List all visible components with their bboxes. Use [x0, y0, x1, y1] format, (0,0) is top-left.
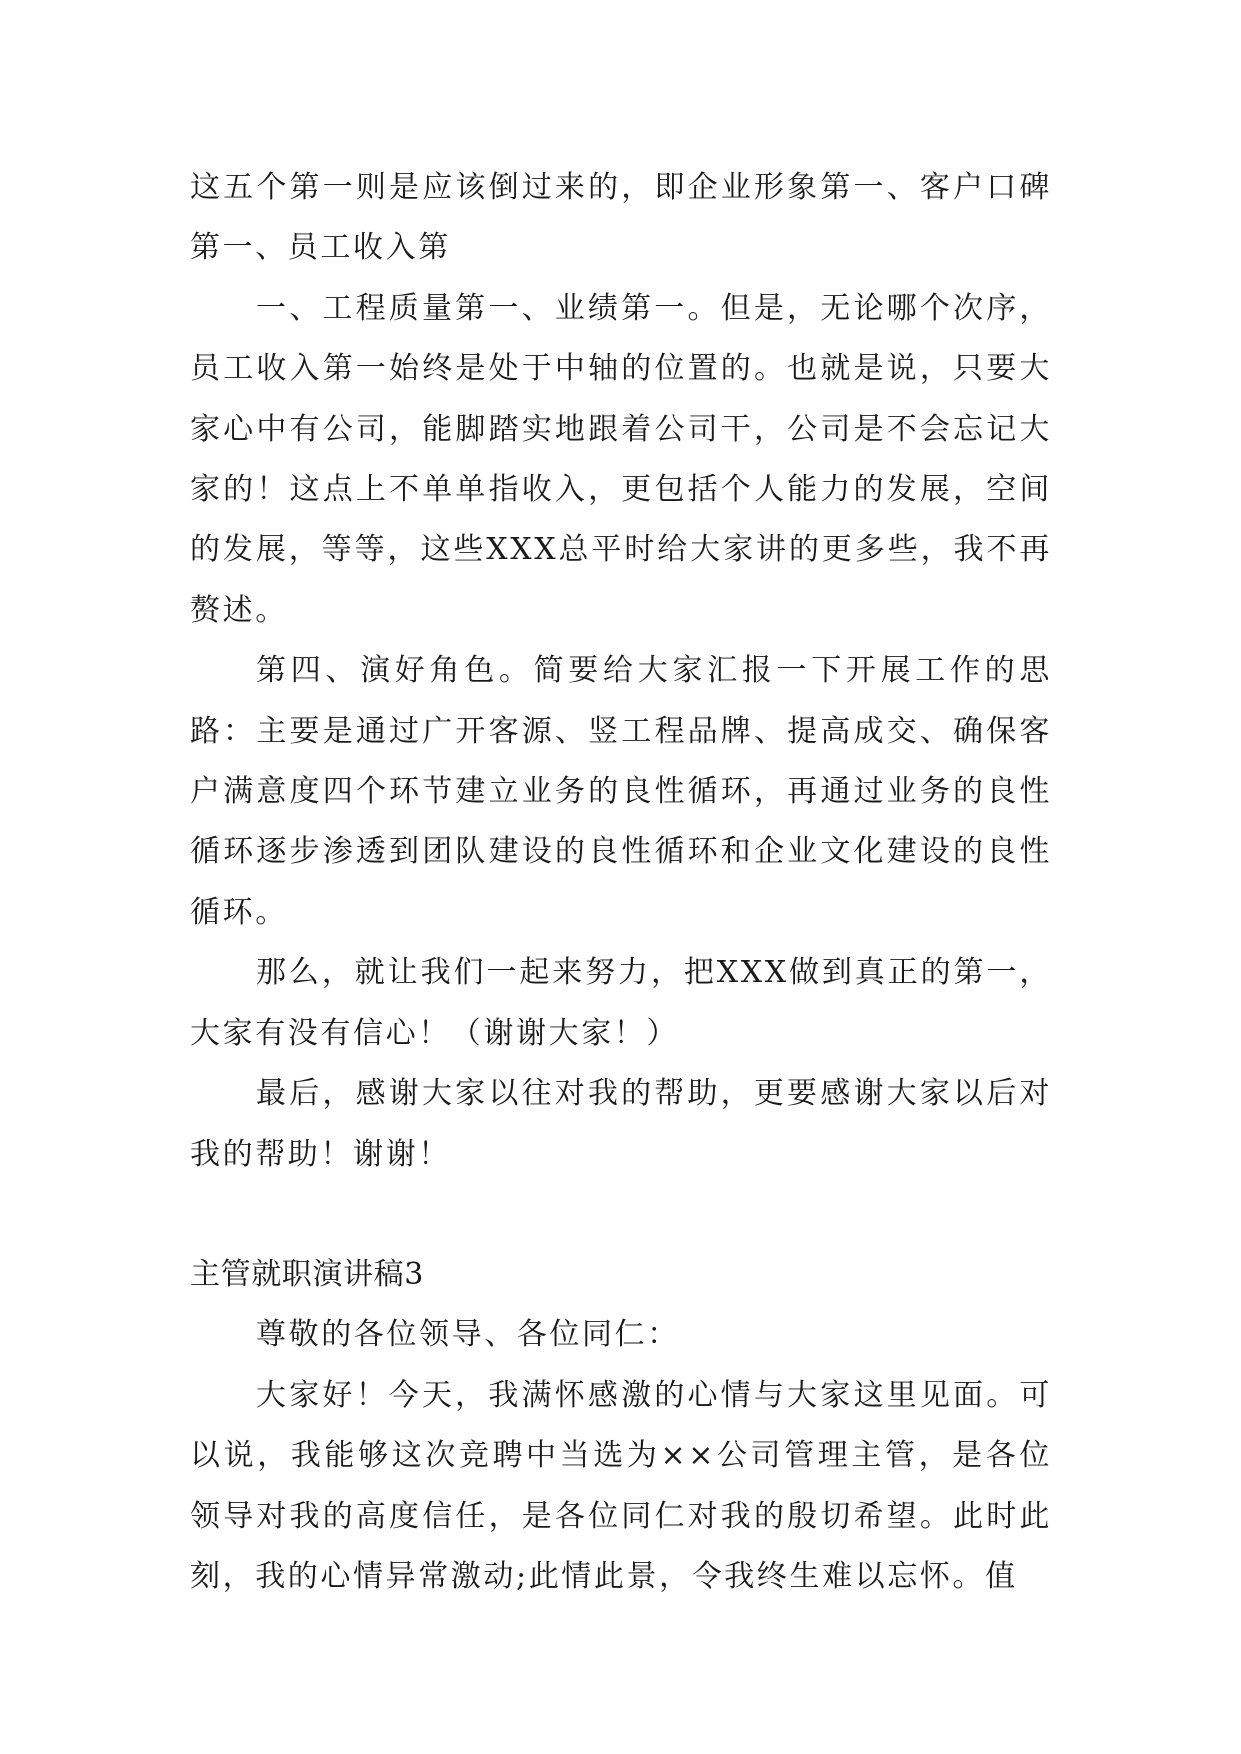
salutation: 尊敬的各位领导、各位同仁： [256, 1317, 680, 1353]
document-body [190, 158, 1052, 1607]
section-title: 主管就职演讲稿3 [190, 1256, 424, 1292]
paragraph-3: 第四、演好角色。简要给大家汇报一下开展工作的思路：主要是通过广开客源、竖工程品牌、提高成交、确保客户满意度四个环节建立业务的良性循环，再通过业务的良性循环逐步渗透到团队建设的良性循环和企业文化建设的良性循环。 [190, 653, 1052, 930]
paragraph-2: 一、工程质量第一、业绩第一。但是，无论哪个次序，员工收入第一始终是处于中轴的位置的。也就是说，只要大家心中有公司，能脚踏实地跟着公司干，公司是不会忘记大家的！这点上不单单指收入，更包括个人能力的发展，空间的发展，等等，这些XXX总平时给大家讲的更多些，我不再赘述。 [190, 290, 1052, 628]
paragraph-1: 这五个第一则是应该倒过来的，即企业形象第一、客户口碑第一、员工收入第 [190, 170, 1052, 266]
paragraph-5: 最后，感谢大家以往对我的帮助，更要感谢大家以后对我的帮助！谢谢！ [190, 1076, 1052, 1172]
paragraph-6: 大家好！今天，我满怀感激的心情与大家这里见面。可以说，我能够这次竞聘中当选为××公司管理主管，是各位领导对我的高度信任，是各位同仁对我的殷切希望。此时此刻，我的心情异常激动;此情此景，令我终生难以忘怀。值 [190, 1377, 1052, 1594]
paragraph-4: 那么，就让我们一起来努力，把XXX做到真正的第一，大家有没有信心！（谢谢大家！） [190, 955, 1052, 1051]
